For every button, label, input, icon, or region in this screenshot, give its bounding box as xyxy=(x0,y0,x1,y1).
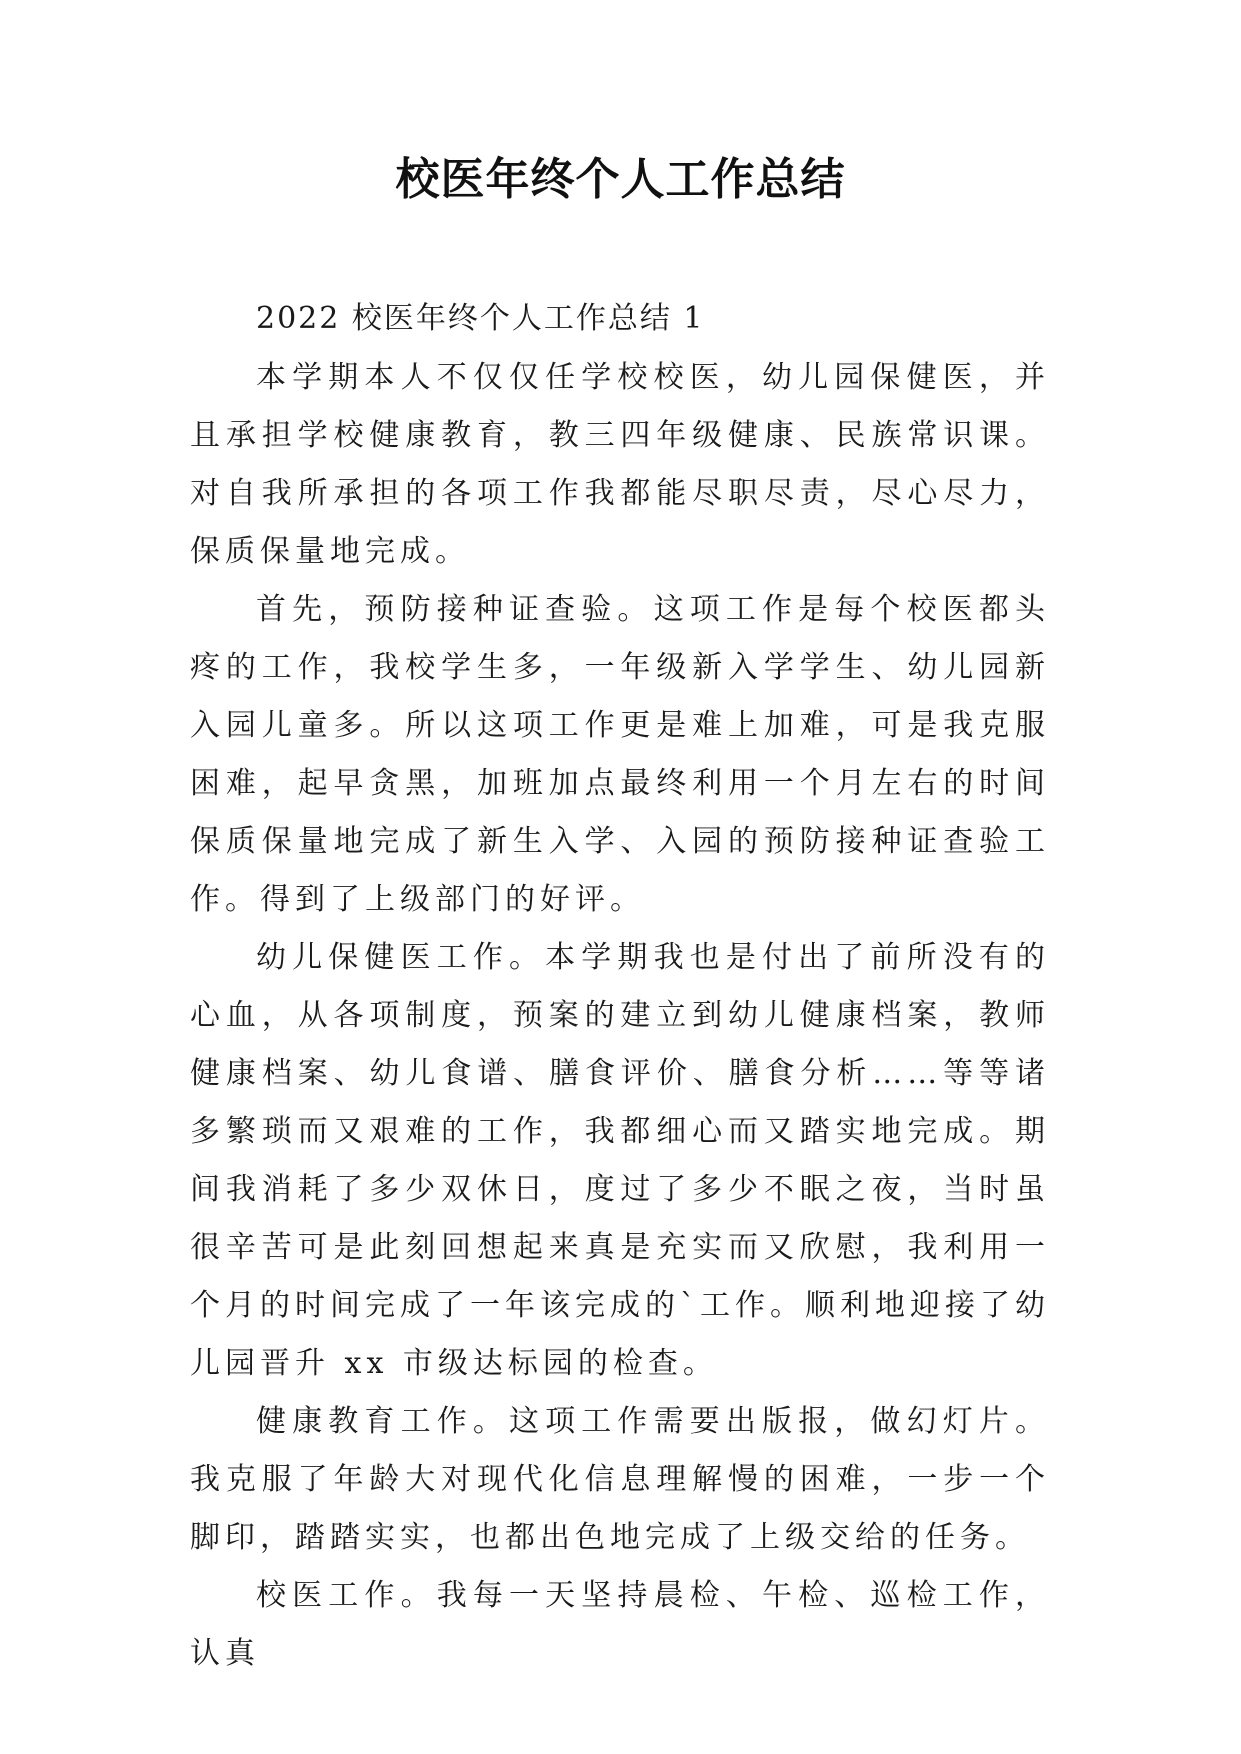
paragraph-health-education: 健康教育工作。这项工作需要出版报，做幻灯片。我克服了年龄大对现代化信息理解慢的困难，一步一个脚印，踏踏实实，也都出色地完成了上级交给的任务。 xyxy=(190,1404,1050,1555)
paragraph-school-doctor: 校医工作。我每一天坚持晨检、午检、巡检工作，认真 xyxy=(190,1578,1050,1671)
paragraph-duties: 本学期本人不仅仅任学校校医，幼儿园保健医，并且承担学校健康教育，教三四年级健康、民族常识课。对自我所承担的各项工作我都能尽职尽责，尽心尽力，保质保量地完成。 xyxy=(190,360,1050,569)
paragraph-vaccination-check: 首先，预防接种证查验。这项工作是每个校医都头疼的工作，我校学生多，一年级新入学学生、幼儿园新入园儿童多。所以这项工作更是难上加难，可是我克服困难，起早贪黑，加班加点最终利用一个月左右的时间保质保量地完成了新生入学、入园的预防接种证查验工作。得到了上级部门的好评。 xyxy=(190,592,1050,917)
section-subheading: 2022 校医年终个人工作总结 1 xyxy=(256,301,705,336)
document-title: 校医年终个人工作总结 xyxy=(395,154,846,205)
paragraph-kindergarten-health: 幼儿保健医工作。本学期我也是付出了前所没有的心血，从各项制度，预案的建立到幼儿健康档案，教师健康档案、幼儿食谱、膳食评价、膳食分析……等等诸多繁琐而又艰难的工作，我都细心而又踏实地完成。期间我消耗了多少双休日，度过了多少不眠之夜，当时虽很辛苦可是此刻回想起来真是充实而又欣慰，我利用一个月的时间完成了一年该完成的`工作。顺利地迎接了幼儿园晋升 xx 市级达标园的检查。 xyxy=(190,940,1050,1381)
document-body xyxy=(190,290,1050,1683)
